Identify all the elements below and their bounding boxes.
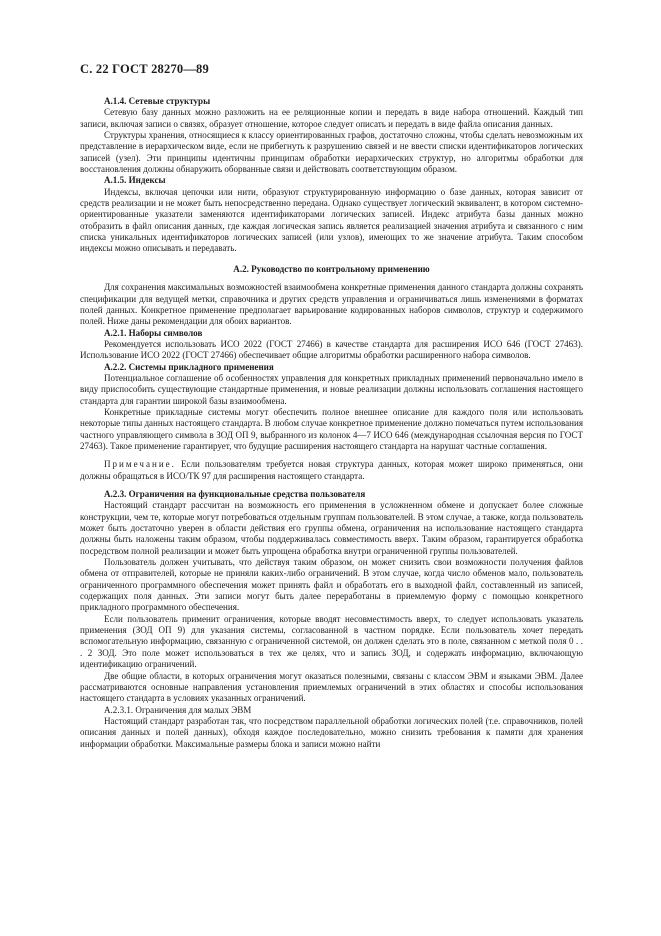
paragraph: Если пользователь применит ограничения, которые вводят несовместимость вверх, то следует использовать указатель применения (ЗОД ОП 9) для указания системы, согласованной в частном порядке. Если пользователь хочет передать вспомогательную информацию, связанную с ограниченной системой, он должен сделать это в поле, связанном с меткой поля 0 . . . 2 ЗОД. Это поле может использоваться в тех же целях, что и запись ЗОД, и содержать информацию, включающую идентификацию ограничений. [80,613,583,670]
note [80,459,583,482]
heading-a231: А.2.3.1. Ограничения для малых ЭВМ [104,704,252,715]
paragraph: Пользователь должен учитывать, что действуя таким образом, он может снизить свои возможности получения файлов обмена от отправителей, которые не приняли каких-либо ограничений. В этом случае, когда число обменов мало, пользователь ограниченного программного обеспечения может принять файл и обработать его в выходной файл, составленный из записей, содержащих поля данных. Эти записи могут быть далее переработаны в приемлемую форму с помощью конкретного прикладного программного обеспечения. [80,557,583,613]
heading-a23: А.2.3. Ограничения на функциональные средства пользователя [104,489,366,499]
page-header: С. 22 ГОСТ 28270—89 [80,62,209,76]
paragraph: Две общие области, в которых ограничения могут оказаться полезными, связаны с классом ЭВМ и языками ЭВМ. Далее рассматриваются основные направления установления приемлемых ограничений в этих областях и способы использования настоящего стандарта в условиях указанных ограничений. [80,670,583,704]
paragraph: Структуры хранения, относящиеся к классу ориентированных графов, достаточно сложны, чтобы сделать невозможным их представление в иерархическом виде, если не прибегнуть к разрушению связей и не ввести списки идентификаторов логических записей (узел). Эти принципы идентичны принципам обработки иерархических структур, но алгоритмы обработки для восстановления должны обнаружить оборванные связи и действовать соответствующим образом. [80,130,583,175]
paragraph: Настоящий стандарт разработан так, что посредством параллельной обработки логических полей (т.е. справочников, полей описания данных и полей данных), обходя каждое последовательно, можно снизить требования к памяти для хранения информации обработки. Максимальные размеры блока и записи можно найти [80,715,583,749]
paragraph: Сетевую базу данных можно разложить на ее реляционные копии и передать в виде набора отношений. Каждый тип записи, включая записи о связях, образует отношение, которое следует описать и передать в виде файла описания данных. [80,107,583,129]
note-label: Примечание. [104,459,176,470]
heading-a14: А.1.4. Сетевые структуры [104,96,211,106]
heading-a22: А.2.2. Системы прикладного применения [104,361,274,372]
page-content [80,96,583,750]
paragraph: Индексы, включая цепочки или нити, образуют структурированную информацию о базе данных, которая зависит от средств реализации и не может быть непосредственно передана. Однако существует логический эквивалент, в котором системно-ориентированные указатели заменяются идентификаторами логических записей. Индекс атрибута базы данных можно отобразить в файл описания данных, где каждая логическая запись является реализацией значения атрибута и связанного с ним списка уникальных идентификаторов логических записей (или узлов), имеющих то же значение атрибута. Таким способом индексы можно описывать и передавать. [80,186,583,254]
paragraph: Настоящий стандарт рассчитан на возможность его применения в усложненном обмене и допускает более сложные конструкции, чем те, которые могут потребоваться отдельным группам пользователей. В этом случае, а также, когда пользователь может быть достаточно уверен в области действия его группы обмена, ограничения на использование настоящего стандарта должны быть наложены таким образом, чтобы поддерживалась совместимость вверх. Таким образом, гарантируется обработка посредством полной реализации и может быть упрощена обработка внутри ограниченной группы пользователей. [80,500,583,556]
note-text: Если пользователям требуется новая структура данных, которая может широко применяться, они должны обращаться в ИСО/ТК 97 для расширения настоящего стандарта. [80,459,583,481]
paragraph: Рекомендуется использовать ИСО 2022 (ГОСТ 27466) в качестве стандарта для расширения ИСО 646 (ГОСТ 27463). Использование ИСО 2022 (ГОСТ 27466) обеспечивает общие алгоритмы обработки расширенного набора символов. [80,338,583,361]
paragraph: Потенциальное соглашение об особенностях управления для конкретных прикладных применений первоначально имело в виду приспособить существующие стандартные применения, и новые реализации должны использовать соглашения настоящего стандарта для гарантии широкой базы взаимообмена. [80,372,583,406]
heading-a15: А.1.5. Индексы [104,175,166,186]
heading-a2: А.2. Руководство по контрольному применению [233,263,430,274]
heading-a21: А.2.1. Наборы символов [104,327,203,338]
paragraph: Для сохранения максимальных возможностей взаимообмена конкретные применения данного стандарта должны сохранять спецификации для ведущей метки, справочника и других средств управления и ограничиваться лишь изменениями в форматах полей данных. Конкретное применение предполагает варьирование кодированных наборов символов, структур и содержимого полей. Ниже даны рекомендации для обоих вариантов. [80,282,583,327]
paragraph: Конкретные прикладные системы могут обеспечить полное внешнее описание для каждого поля или использовать некоторые типы данных настоящего стандарта. В любом случае конкретное применение должно помечаться путем использования частного управляющего символа в ЗОД ОП 9, выбранного из колонок 4—7 ИСО 646 (международная ссылочная версия по ГОСТ 27463). Такое применение гарантирует, что будущие расширения настоящего стандарта на нарушат частные соглашения. [80,406,583,451]
